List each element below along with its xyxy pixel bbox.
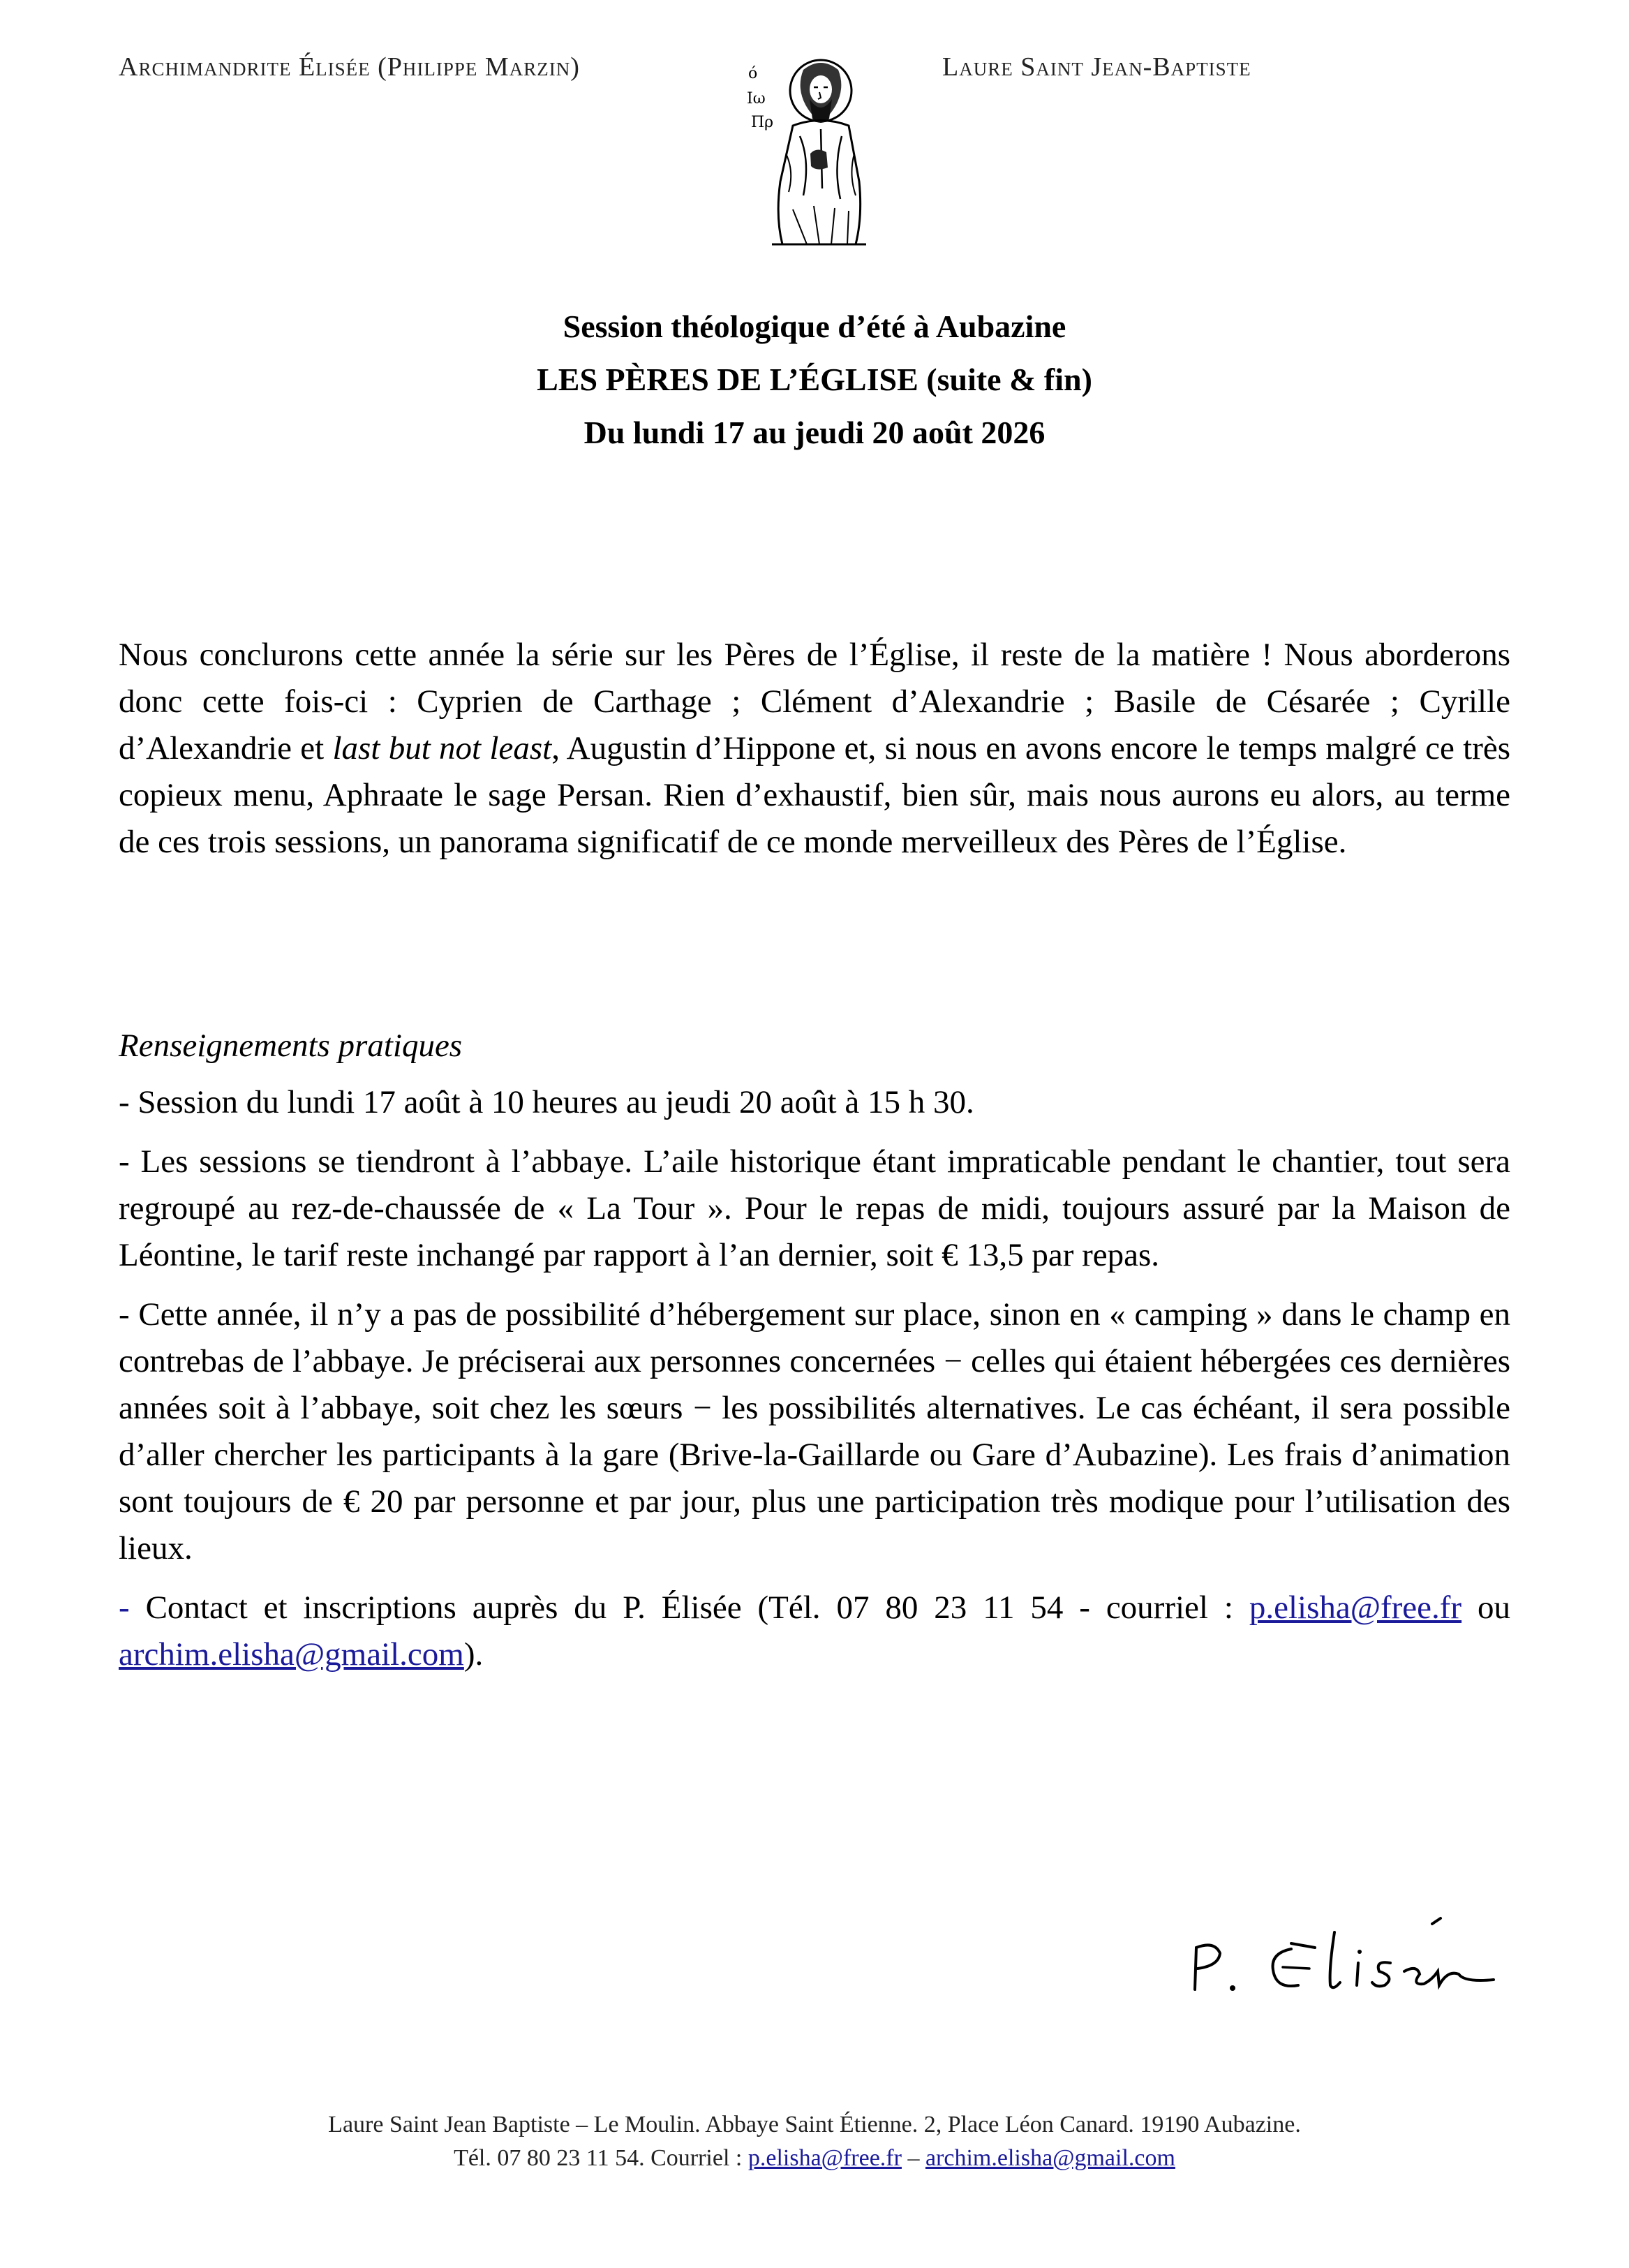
footer-phone: Tél. 07 80 23 11 54. Courriel : [454, 2145, 748, 2171]
intro-paragraph [119, 632, 1510, 866]
saint-john-baptist-icon [744, 49, 891, 251]
practical-item-location: - Les sessions se tiendront à l’abbaye. L’aile historique étant impraticable pendant le chantier, tout sera regroupé au rez-de-chaussée de « La Tour ». Pour le repas de midi, toujours assuré par la Maison de Léontine, le tarif reste inchangé par rapport à l’an dernier, soit € 13,5 par repas. [119, 1143, 1510, 1273]
footer-address: Laure Saint Jean Baptiste – Le Moulin. Abbaye Saint Étienne. 2, Place Léon Canard. 19190 Aubazine. [328, 2112, 1301, 2137]
title-block [0, 300, 1629, 459]
practical-item-dates: - Session du lundi 17 août à 10 heures au jeudi 20 août à 15 h 30. [119, 1084, 974, 1120]
title-line-3: Du lundi 17 au jeudi 20 août 2026 [583, 415, 1046, 450]
practical-heading: Renseignements pratiques [119, 1028, 463, 1064]
intro-text-2: , Augustin d’Hippone et, si nous en avons encore le temps malgré ce très copieux menu, Aphraate le sage Persan. Rien d’exhaustif, bien sûr, mais nous aurons eu alors, au terme de ces trois sessions, un panorama significatif de ce monde merveilleux des Pères de l’Église. [119, 730, 1510, 860]
contact-dash: - [119, 1589, 130, 1626]
title-line-2: LES PÈRES DE L’ÉGLISE (suite & fin) [537, 362, 1092, 397]
signature [1187, 1913, 1508, 2010]
email-link-free[interactable]: p.elisha@free.fr [1249, 1589, 1462, 1626]
page-footer [0, 2108, 1629, 2175]
contact-end: ). [463, 1636, 484, 1673]
intro-italic: last but not least [332, 730, 552, 766]
practical-item-lodging: - Cette année, il n’y a pas de possibilité d’hébergement sur place, sinon en « camping » dans le champ en contrebas de l’abbaye. Je préciserai aux personnes concernées − celles qui étaient hébergées ces dernières années soit à l’abbaye, soit chez les sœurs − les possibilités alternatives. Le cas échéant, il sera possible d’aller chercher les participants à la gare (Brive-la-Gaillarde ou Gare d’Aubazine). Les frais d’animation sont toujours de € 20 par personne et par jour, plus une participation très modique pour l’utilisation des lieux. [119, 1296, 1510, 1566]
footer-email-gmail[interactable]: archim.elisha@gmail.com [925, 2145, 1175, 2171]
footer-email-free[interactable]: p.elisha@free.fr [747, 2145, 902, 2171]
header-author: Archimandrite Élisée (Philippe Marzin) [119, 52, 580, 82]
svg-text:Ιω: Ιω [747, 90, 766, 108]
intro-text-1: Nous conclurons cette année la série sur les Pères de l’Église, il reste de la matière ! Nous aborderons donc cette fois-ci : Cyprien de Carthage ; Clément d’Alexandrie ; Basile de Césarée ; Cyrille d’Alexandrie et [119, 637, 1510, 766]
svg-text:Πρ: Πρ [751, 114, 774, 131]
practical-section [119, 1023, 1510, 1691]
contact-or: ou [1461, 1589, 1511, 1626]
practical-item-contact [119, 1585, 1510, 1678]
footer-contact [0, 2142, 1629, 2175]
footer-separator: – [901, 2145, 925, 2171]
header-institution: Laure Saint Jean-Baptiste [942, 52, 1251, 82]
email-link-gmail[interactable]: archim.elisha@gmail.com [119, 1636, 464, 1673]
title-line-1: Session théologique d’été à Aubazine [563, 309, 1066, 344]
svg-text:ό: ό [748, 65, 758, 82]
contact-text: Contact et inscriptions auprès du P. Élisée (Tél. 07 80 23 11 54 - courriel : [129, 1589, 1249, 1626]
